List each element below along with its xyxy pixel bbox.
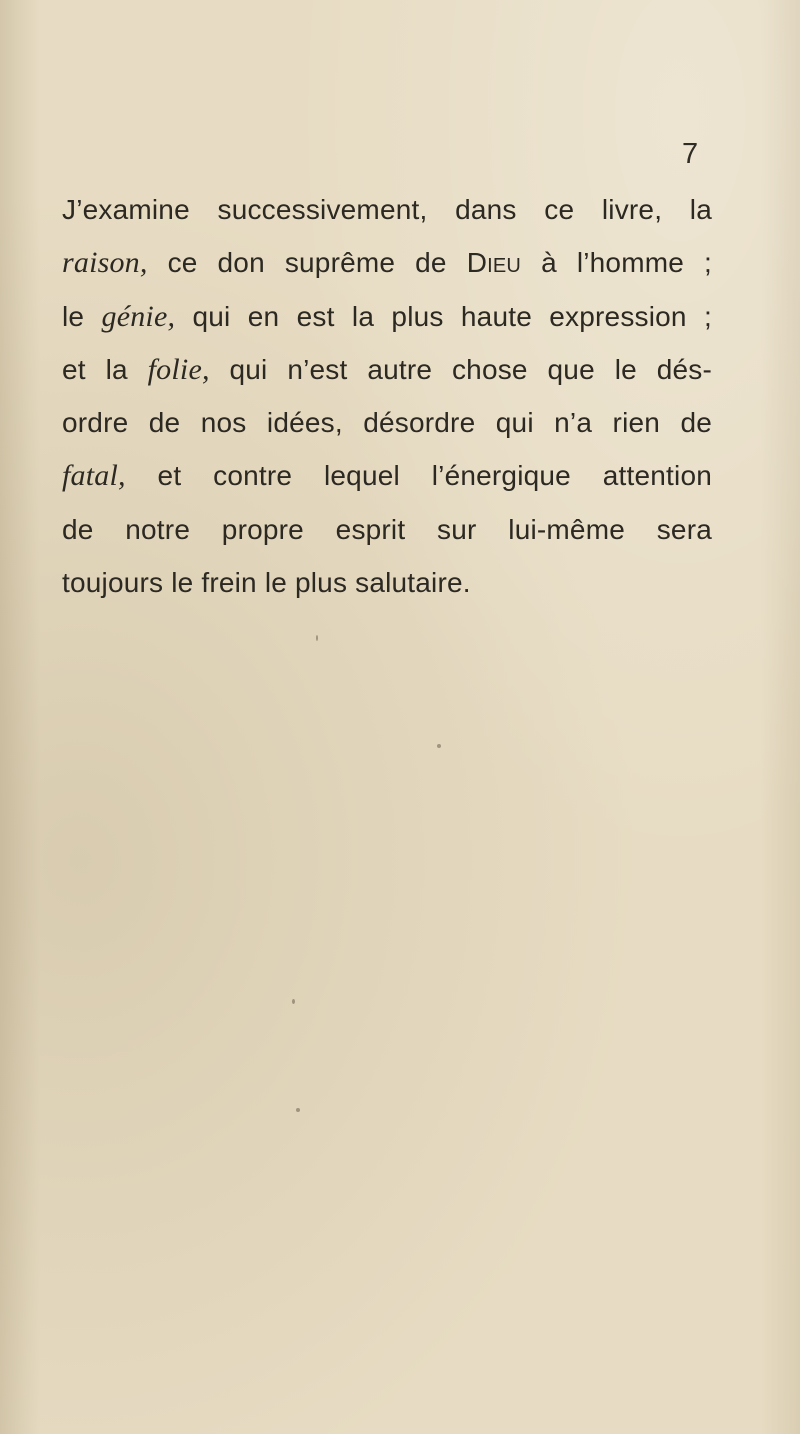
line-6-text: et contre lequel l’énergique attention [125, 460, 712, 492]
line-4-text-b: qui n’est autre chose que le dés- [209, 353, 713, 385]
text-line [62, 396, 712, 449]
line-8-text: toujours le frein le plus salutaire. [62, 567, 471, 599]
page-number: 7 [682, 138, 699, 170]
line-1-text: J’examine successivement, dans ce livre, la [62, 194, 712, 225]
italic-word-raison: raison, [62, 246, 148, 280]
paper-speck [316, 635, 318, 641]
text-line [62, 556, 712, 609]
text-line [62, 290, 712, 343]
line-3-text-b: qui en est la plus haute expression ; [175, 300, 712, 332]
italic-word-folie: folie, [147, 352, 210, 386]
paper-speck [437, 744, 441, 748]
paper-speck [296, 1108, 300, 1112]
paper-speck [292, 999, 295, 1004]
italic-word-fatal: fatal, [62, 459, 126, 493]
line-7-text: de notre propre esprit sur lui-même sera [62, 513, 712, 545]
line-2-text-a: ce don suprême de [147, 247, 467, 279]
text-line [62, 343, 712, 396]
line-2-text-b: à l’homme ; [521, 247, 712, 279]
line-3-text-a: le [62, 300, 102, 332]
text-line [62, 449, 712, 502]
italic-word-genie: génie, [101, 299, 176, 333]
text-line [62, 183, 712, 236]
smallcaps-word-dieu: Dieu [466, 247, 522, 279]
line-5-text: ordre de nos idées, désordre qui n’a rien de [62, 407, 712, 439]
paragraph [62, 183, 712, 609]
text-line [62, 503, 712, 556]
line-4-text-a: et la [62, 353, 148, 385]
text-line [62, 236, 712, 289]
